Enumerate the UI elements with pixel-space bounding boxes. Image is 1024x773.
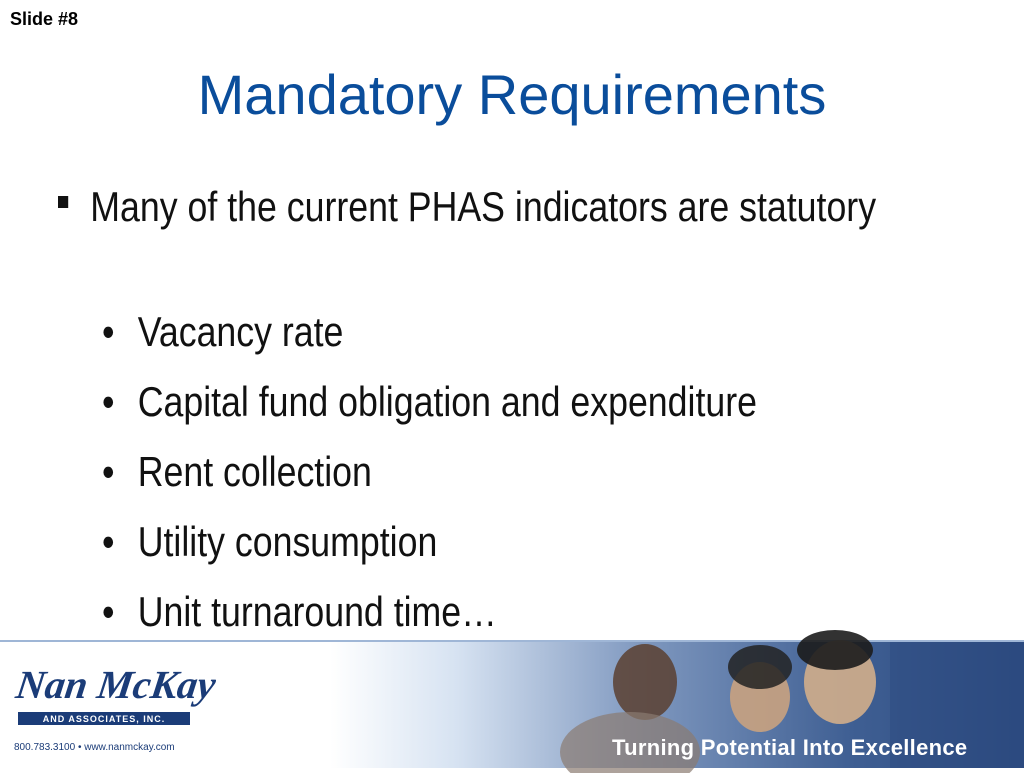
nanmckay-logo	[13, 660, 219, 730]
bullet-dot-icon: •	[102, 378, 115, 425]
sub-bullet-text: Unit turnaround time…	[137, 588, 497, 635]
bullet-dot-icon: •	[102, 518, 115, 565]
bullet-dot-icon: •	[102, 308, 115, 355]
svg-text:AND ASSOCIATES, INC.: AND ASSOCIATES, INC.	[42, 714, 166, 724]
tagline: Turning Potential Into Excellence	[612, 735, 968, 760]
sub-bullet-text: Vacancy rate	[137, 308, 344, 355]
sub-bullet-3	[102, 448, 372, 496]
bullet-dot-icon: •	[102, 448, 115, 495]
sub-bullet-text: Capital fund obligation and expenditure	[137, 378, 757, 425]
sub-bullet-5	[102, 588, 497, 636]
sub-bullet-text: Rent collection	[137, 448, 372, 495]
main-bullet-text: Many of the current PHAS indicators are statutory	[90, 183, 877, 230]
sub-bullet-text: Utility consumption	[137, 518, 438, 565]
bullet-dot-icon: •	[102, 588, 115, 635]
svg-text:Nan McKay: Nan McKay	[13, 662, 219, 707]
sub-bullet-4	[102, 518, 437, 566]
square-bullet-icon	[58, 196, 68, 208]
sub-bullet-2	[102, 378, 757, 426]
slide-title: Mandatory Requirements	[197, 63, 827, 126]
sub-bullet-1	[102, 308, 343, 356]
contact-info: 800.783.3100 • www.nanmckay.com	[14, 742, 175, 753]
slide-number: Slide #8	[10, 9, 79, 29]
